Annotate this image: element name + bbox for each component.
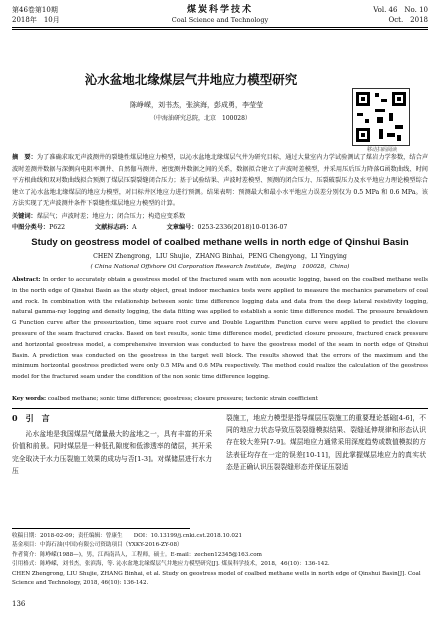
abstract-en xyxy=(12,275,428,383)
abstract-rule xyxy=(12,408,428,409)
footnotes xyxy=(12,532,428,588)
doc-code-label: 文献标志码： xyxy=(95,224,133,231)
issue-date-en: Oct. 2018 xyxy=(388,16,428,24)
journal-name-en: Coal Science and Technology xyxy=(171,16,269,24)
keywords-cn xyxy=(12,212,428,222)
clc-label: 中图分类号： xyxy=(12,224,50,231)
footnote-citation-en: CHEN Zhengrong, LIU Shujie, ZHANG Binhai, et al. Study on geostress model of coalbed methane wells in north edge of Qinshui Basin[J]. Coal Science and Technology, 2018, 46(10): 136-142. xyxy=(12,570,421,587)
section-heading xyxy=(12,412,212,424)
footnote-received: 收稿日期：2018-02-09；责任编辑：曾康生 DOI：10.13199/j.cnki.cst.2018.10.021 xyxy=(12,533,243,539)
abstract-en-text: In order to accurately obtain a geostress model of the fractured seam with non acoustic logging, based on the coalbed methane wells in the north edge of Qinshui Basin as the study object, great indoor mechanics tests were applied to measure the mechanics parameters of coal and rock. In combination with the relationship between sonic time difference logging data and data from the deep lateral resistivity logging, natural gamma-ray logging and density logging, the data fitting was applied to establish a sonic time difference model. The pressure breakdown G Function curve after the pressurization, time square root curve and Double Logarithm Function curve were applied to predict the closure pressure of the seam fractured cracks. Based on test results, sonic time difference model, predicted closure pressure, fractured crack pressure and horizontal geostress model, a comprehensive inversion was conducted to have the geostress model of the seam in north edge of Qinshui Basin. A prediction was conducted on the geostress in the target well block. The results showed that the errors of the maximum and the minimum horizontal geostress predicted were only 0.5 MPa and 0.6 MPa respectively. The method could realize the calculation of the geostress model for the fractured seam under the condition of the non sonic time difference logging. xyxy=(12,277,428,381)
abstract-cn-label: 摘 要： xyxy=(12,154,37,161)
volume-issue-en: Vol. 46 No. 10 xyxy=(373,6,428,14)
body-column-right xyxy=(226,412,426,473)
article-no-value: 0253-2336(2018)10-0136-07 xyxy=(197,224,288,231)
volume-issue: 第46卷第10期 xyxy=(12,6,58,14)
journal-name-cn: 煤炭科学技术 xyxy=(186,5,253,15)
section-number: 0 xyxy=(12,413,18,423)
authors-cn: 陈峥嵘，刘书杰，张滨海，彭成勇，李莹莹 xyxy=(130,101,263,109)
doc-code-value: A xyxy=(132,224,137,231)
footnote-author-bio: 作者简介：陈峥嵘(1988—)，男，江西南昌人，工程师，硕士。E-mail：zechen12345@163.com xyxy=(12,551,262,558)
article-title-cn: 沁水盆地北缘煤层气井地应力模型研究 xyxy=(84,72,298,87)
keywords-cn-label: 关键词： xyxy=(12,213,37,220)
affiliation-en: ( China National Offshore Oil Corporation Research Institute，Beijing 100028，China) xyxy=(90,264,350,270)
qr-code-icon[interactable] xyxy=(352,88,410,146)
header-rule-thin xyxy=(12,29,428,30)
keywords-en-text: coalbed methane; sonic time difference; geostress; closure pressure; tectonic strain coefficient xyxy=(47,396,318,402)
classification-line xyxy=(12,223,428,233)
header-rule xyxy=(12,27,428,28)
affiliation-cn: （中海油研究总院，北京 100028） xyxy=(150,115,251,122)
section-title: 引 言 xyxy=(25,413,50,423)
clc-value: P622 xyxy=(49,224,66,231)
body-column-left xyxy=(12,412,212,477)
abstract-en-label: Abstract: xyxy=(12,277,41,283)
footnote-funding: 基金项目：中海石油(中国)有限公司资助项目（YXKY-2016-ZY-08） xyxy=(12,542,183,549)
keywords-en xyxy=(12,396,428,402)
issue-date-cn: 2018年 10月 xyxy=(12,16,60,24)
article-no-label: 文章编号： xyxy=(166,224,198,231)
authors-en: CHEN Zhengrong，LIU Shujie，ZHANG Binhai，PENG Chengyong，LI Yingying xyxy=(93,253,347,260)
footnote-rule xyxy=(12,528,190,529)
abstract-cn xyxy=(12,152,428,210)
abstract-cn-text: 为了准确求取无声波测井的裂缝性煤层地应力模型，以沁水盆地北缘煤层气井为研究目标，通过大量室内力学试验测试了煤岩力学参数，结合声波时差测井数据与深侧向电阻率测井、自然伽马测井、密度测井数据之间的关系，数据拟合建立了声波时差模型，并采用压后压力降落G函数曲线、时间平方根曲线和双对数曲线拟合预测了煤层压裂裂缝闭合压力；基于试验结果、声波时差模型、预测的闭合压力、压裂破裂压力及水平地应力理论模型综合建立了沁水盆地北缘煤层的地应力模型，对目标井区地应力进行预测。结果表明：预测最大和最小水平地应力误差分别仅为 0.5 MPa 和 0.6 MPa。该方法实现了无声波测井条件下裂缝性煤层地应力模型的计算。 xyxy=(12,154,429,208)
qr-label: 移动扫码阅读 xyxy=(366,147,397,153)
page-number: 136 xyxy=(12,600,26,608)
keywords-cn-text: 煤层气；声波时差；地应力；闭合压力；构造应变系数 xyxy=(36,213,186,220)
footnote-citation-cn: 引用格式：陈峥嵘，刘书杰，张滨海，等. 沁水盆地北缘煤层气井地应力模型研究[J]. 煤炭科学技术，2018，46(10)：136-142. xyxy=(12,561,330,568)
keywords-en-label: Key words: xyxy=(12,396,47,402)
body-text-right: 裂施工，地应力模型是指导煤层压裂施工的重要理论基础[4-6]，不同的地应力状态导致压裂裂缝模拟结果、裂缝延伸规律和形态认识存在较大差异[7-9]。煤层地应力通常采用深度趋势或数值模拟的方法表征均存在一定的误差[10-11]，因此掌握煤层地应力的真实状态是正确认识压裂裂缝形态并保证压裂适 xyxy=(226,414,426,471)
body-text-left: 沁水盆地是我国煤层气储量最大的盆地之一，具有丰富的开采价值和前景。同时煤层是一种低孔隙度和低渗透率的储层，其开采完全取决于水力压裂施工效果的成功与否[1-3]。对煤储层进行水力压 xyxy=(12,430,212,475)
article-title-en: Study on geostress model of coalbed methane wells in north edge of Qinshui Basin xyxy=(31,237,409,248)
